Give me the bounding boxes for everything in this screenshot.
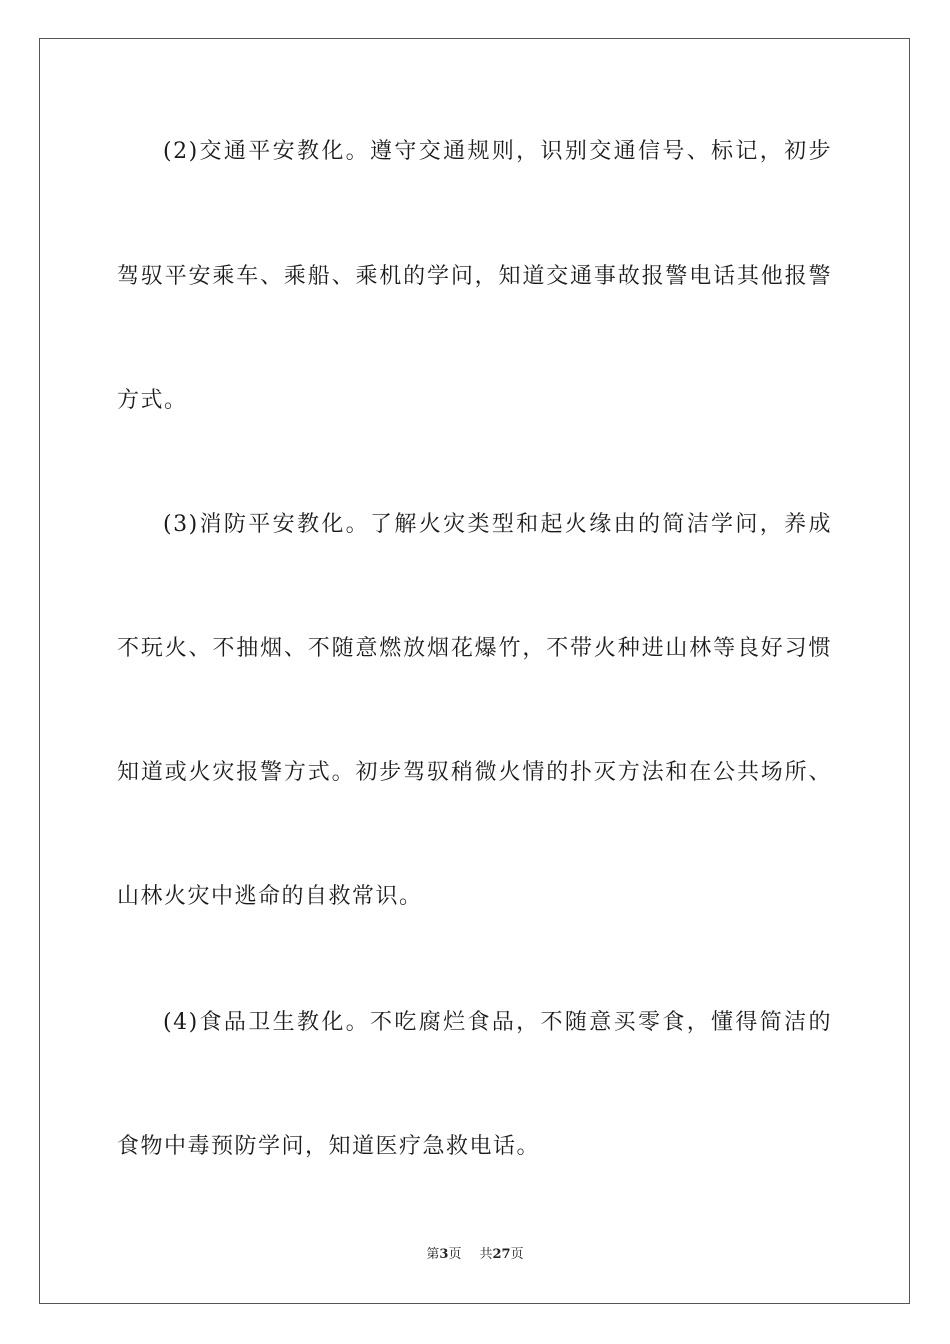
page-footer (0, 1246, 950, 1264)
total-suffix: 页 (510, 1247, 524, 1262)
paragraph-2-line-1: (3)消防平安教化。了解火灾类型和起火缘由的简洁学问，养成 (163, 512, 832, 537)
current-page-number: 3 (439, 1247, 449, 1262)
paragraph-2-line-4: 山林火灾中逃命的自救常识。 (117, 884, 423, 909)
page-suffix: 页 (448, 1247, 462, 1262)
page-border (39, 38, 910, 1304)
paragraph-2-line-3: 知道或火灾报警方式。初步驾驭稍微火情的扑灭方法和在公共场所、 (117, 760, 832, 785)
paragraph-3-line-1: (4)食品卫生教化。不吃腐烂食品，不随意买零食，懂得简洁的 (163, 1010, 832, 1035)
total-page-number: 27 (492, 1247, 511, 1262)
paragraph-3-line-2: 食物中毒预防学问，知道医疗急救电话。 (117, 1134, 541, 1159)
paragraph-2-line-2: 不玩火、不抽烟、不随意燃放烟花爆竹，不带火种进山林等良好习惯 (117, 636, 832, 661)
paragraph-1-line-1: (2)交通平安教化。遵守交通规则，识别交通信号、标记，初步 (163, 139, 832, 164)
paragraph-1-line-2: 驾驭平安乘车、乘船、乘机的学问，知道交通事故报警电话其他报警 (117, 264, 832, 289)
total-prefix: 共 (479, 1247, 493, 1262)
paragraph-1-line-3: 方式。 (117, 388, 188, 413)
page-prefix: 第 (426, 1247, 440, 1262)
